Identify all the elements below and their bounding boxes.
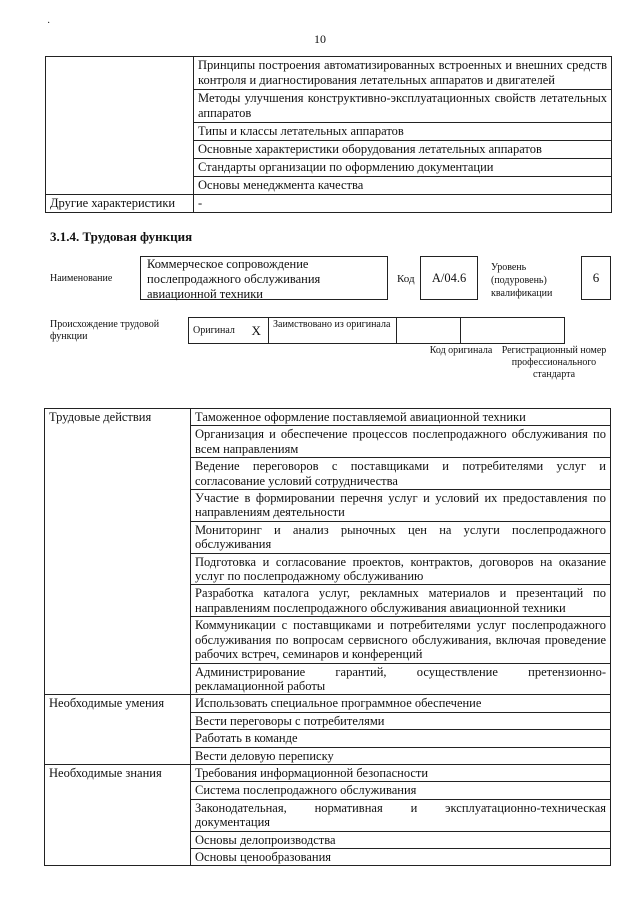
- action-item: Ведение переговоров с поставщиками и потребителями услуг и согласование условий сотрудничества: [191, 458, 611, 490]
- empty-label-cell: [46, 57, 194, 195]
- action-item: Организация и обеспечение процессов послепродажного обслуживания по всем направлениям: [191, 426, 611, 458]
- action-item: Участие в формировании перечня услуг и условий их предоставления по направлениям деятельности: [191, 490, 611, 522]
- knowledge-req-item: Требования информационной безопасности: [191, 764, 611, 781]
- action-item: Коммуникации с поставщиками и потребителями услуг послепродажного обслуживания по вопросам сервисного обслуживания, включая проведение рабочих встреч, семинаров и конференций: [191, 617, 611, 663]
- knowledge-item: Основные характеристики оборудования летательных аппаратов: [194, 141, 612, 159]
- registration-number-cell: [461, 318, 565, 344]
- section-title: 3.1.4. Трудовая функция: [50, 229, 193, 244]
- origin-table: [188, 317, 565, 344]
- page-number: 10: [314, 32, 326, 46]
- knowledge-req-item: Система послепродажного обслуживания: [191, 782, 611, 799]
- registration-caption: Регистрационный номер профессионального стандарта: [501, 345, 607, 380]
- skill-item: Работать в команде: [191, 730, 611, 747]
- borrowed-label: Заимствовано из оригинала: [269, 318, 397, 344]
- skills-label: Необходимые умения: [45, 695, 191, 765]
- action-item: Мониторинг и анализ рыночных цен на услуги послепродажного обслуживания: [191, 521, 611, 553]
- scan-dot: ·: [47, 18, 51, 29]
- knowledge-item: Основы менеджмента качества: [194, 177, 612, 195]
- actions-label: Трудовые действия: [45, 409, 191, 695]
- knowledge-label: Необходимые знания: [45, 764, 191, 865]
- knowledge-item: Методы улучшения конструктивно-эксплуатационных свойств летательных аппаратов: [194, 90, 612, 123]
- code-label: Код: [397, 273, 415, 285]
- origin-label: Происхождение трудовой функции: [50, 319, 160, 342]
- skill-item: Вести переговоры с потребителями: [191, 712, 611, 729]
- name-label: Наименование: [50, 273, 113, 284]
- knowledge-req-item: Основы делопроизводства: [191, 831, 611, 848]
- code-box: [420, 256, 478, 300]
- function-name-value: Коммерческое сопровождение послепродажного обслуживания авиационной техники: [147, 257, 321, 301]
- function-details-table: [44, 408, 611, 866]
- code-value: А/04.6: [431, 270, 467, 285]
- original-mark: X: [245, 318, 269, 344]
- skill-item: Использовать специальное программное обеспечение: [191, 695, 611, 712]
- knowledge-item: Типы и классы летательных аппаратов: [194, 123, 612, 141]
- level-value: 6: [592, 270, 600, 285]
- code-original-caption: Код оригинала: [429, 345, 493, 356]
- function-name-box: [140, 256, 388, 300]
- knowledge-req-item: Законодательная, нормативная и эксплуатационно-техническая документация: [191, 799, 611, 831]
- action-item: Таможенное оформление поставляемой авиационной техники: [191, 409, 611, 426]
- level-label: Уровень (подуровень) квалификации: [491, 262, 553, 299]
- original-code-cell: [397, 318, 461, 344]
- other-characteristics-value: -: [194, 195, 612, 213]
- action-item: Разработка каталога услуг, рекламных материалов и презентаций по направлениям послепродажного обслуживания авиационной техники: [191, 585, 611, 617]
- level-box: [581, 256, 611, 300]
- action-item: Подготовка и согласование проектов, контрактов, договоров на оказание услуг по послепродажному обслуживанию: [191, 553, 611, 585]
- knowledge-item: Принципы построения автоматизированных встроенных и внешних средств контроля и диагностирования летательных аппаратов и двигателей: [194, 57, 612, 90]
- knowledge-req-item: Основы ценообразования: [191, 848, 611, 865]
- knowledge-continuation-table: [45, 56, 612, 213]
- knowledge-item: Стандарты организации по оформлению документации: [194, 159, 612, 177]
- other-characteristics-label: Другие характеристики: [46, 195, 194, 213]
- original-label: Оригинал: [189, 318, 245, 344]
- skill-item: Вести деловую переписку: [191, 747, 611, 764]
- action-item: Администрирование гарантий, осуществление претензионно-рекламационной работы: [191, 663, 611, 695]
